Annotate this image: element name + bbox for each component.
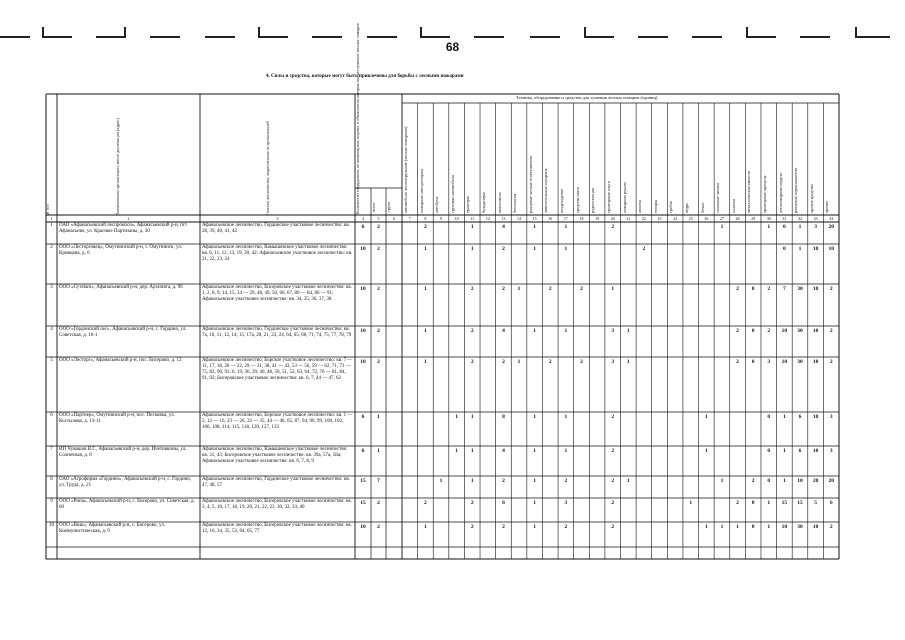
header-equipment-27: прочие средства [808, 184, 814, 213]
column-number: 21 [626, 216, 631, 221]
value-cell: 1 [424, 286, 427, 292]
value-cell: 1 [439, 478, 443, 484]
page-number: 68 [445, 40, 460, 54]
value-cell: 2 [829, 359, 833, 365]
column-number: 1 [50, 216, 53, 221]
value-cell: 6 [361, 224, 365, 230]
value-cell: 6 [502, 500, 505, 506]
value-cell: 3 [767, 359, 771, 365]
row-number: 7 [50, 447, 53, 452]
column-number: 22 [641, 216, 646, 221]
value-cell: 1 [533, 448, 537, 454]
forest-area-cell: Афанасьевское лесничество, Гординское участковое лесничество: кв. 28, 39, 40, 41, 42 [202, 223, 350, 234]
header-equipment-16: лопаты [637, 200, 643, 213]
value-cell: 6 [361, 414, 365, 420]
header-equipment-17: топоры [652, 199, 658, 213]
header-equipment-8: бензопилы [512, 193, 518, 213]
value-cell: 3 [814, 224, 817, 230]
value-cell: 2 [377, 500, 380, 506]
value-cell: 10 [812, 524, 819, 530]
column-number: 34 [829, 216, 834, 221]
row-number: 5 [50, 358, 53, 363]
value-cell: 1 [533, 246, 537, 252]
value-cell: 2 [470, 500, 474, 506]
value-cell: 3 [829, 448, 833, 454]
value-cell: 2 [611, 478, 615, 484]
value-cell: 1 [611, 286, 615, 292]
value-cell: 1 [564, 328, 568, 334]
row-number: 6 [50, 413, 53, 418]
value-cell: 1 [455, 448, 458, 454]
header-equipment-group: Техника, оборудование и средства для тушения лесных пожаров (единиц) [516, 95, 658, 100]
row-number: 10 [49, 523, 54, 528]
value-cell: 1 [533, 500, 537, 506]
value-cell: 1 [533, 524, 537, 530]
header-equipment-14: тракторные плуги [605, 180, 611, 213]
value-cell: 6 [798, 448, 802, 454]
value-cell: 10 [797, 478, 803, 484]
value-cell: 1 [533, 414, 537, 420]
forest-area-cell: Афанасьевское лесничество, Камышевское участковое лесничество: кв. 31, 43; Бисеровское участковое лесничество: кв. 39а, 57а, 58а; Афанасьевское участковое лесничество: кв. 6, 7, 8, 9 [202, 447, 348, 464]
column-number: 16 [548, 216, 553, 221]
value-cell: 1 [517, 286, 521, 292]
value-cell: 2 [611, 224, 615, 230]
value-cell: 10 [781, 359, 788, 365]
value-cell: 1 [798, 224, 802, 230]
value-cell: 0 [783, 224, 786, 230]
column-number: 7 [408, 216, 411, 221]
column-number: 33 [813, 216, 818, 221]
value-cell: 1 [470, 224, 474, 230]
value-cell: 1 [767, 224, 771, 230]
value-cell: 2 [377, 524, 380, 530]
value-cell: 1 [704, 414, 708, 420]
value-cell: 1 [377, 414, 380, 420]
value-cell: 1 [720, 524, 724, 530]
column-number: 8 [424, 216, 427, 221]
value-cell: 15 [781, 500, 788, 506]
header-equipment-7: мотопомпы [496, 192, 502, 213]
column-number: 26 [704, 216, 709, 221]
value-cell: 3 [829, 414, 833, 420]
column-number: 29 [751, 216, 756, 221]
value-cell: 2 [502, 286, 505, 292]
header-equipment-13: радиостанции [590, 187, 596, 213]
value-cell: 10 [360, 246, 366, 252]
header-equipment-19: вёдра [683, 203, 689, 213]
value-cell: 1 [626, 328, 630, 334]
forest-area-cell: Афанасьевское лесничество, Гординское участковое лесничество: кв. 7а, 10, 11, 12, 14, 15, 17а, 20, 21, 23, 24, 64, 65, 66, 71, 74, 75, 77, 78, 79 [202, 327, 352, 338]
value-cell: 1 [767, 524, 771, 530]
header-people-groups: групп [386, 201, 391, 212]
table-caption: 4. Силы и средства, которые могут быть привлечены для борьбы с лесными пожарами [266, 74, 464, 79]
value-cell: 2 [377, 286, 380, 292]
value-cell: 2 [470, 286, 474, 292]
value-cell: 1 [704, 448, 708, 454]
header-equipment-6: бульдозеры [481, 192, 487, 213]
value-cell: 4 [502, 224, 505, 230]
value-cell: 0 [767, 414, 771, 420]
value-cell: 2 [470, 524, 474, 530]
header-equipment-28: прочее [824, 200, 830, 213]
forest-area-cell: Афанасьевское лесничество, Камышевское участковое лесничество: кв. 6, 11, 12, 13, 19, 30, 42; Афанасьевское участковое лесничество: кв. 21, 22, 23, 24 [202, 245, 353, 262]
value-cell: 1 [424, 524, 427, 530]
column-number: 5 [377, 216, 380, 221]
value-cell: 2 [377, 246, 380, 252]
value-cell: 10 [360, 286, 366, 292]
column-number: 27 [719, 216, 724, 221]
value-cell: 10 [812, 328, 819, 334]
value-cell: 1 [720, 478, 724, 484]
forest-area-cell: Афанасьевское лесничество, Борское участковое лесничество: кв. 1 — 5, 12 — 16, 23 — 26, 32 — 35, 44 — 46, 65, 87, 94, 96, 99, 100, 102, 106, 108, 114, 115, 118, 120, 127, 133 [202, 413, 353, 430]
value-cell: 1 [517, 359, 521, 365]
header-row-number: № п/п [45, 204, 50, 216]
value-cell: 1 [470, 414, 474, 420]
value-cell: 2 [580, 359, 583, 365]
value-cell: 10 [360, 524, 366, 530]
value-cell: 1 [533, 224, 537, 230]
value-cell: 30 [797, 524, 803, 530]
column-number: 24 [673, 216, 678, 221]
value-cell: 1 [783, 478, 786, 484]
column-number: 17 [563, 216, 568, 221]
value-cell: 30 [797, 286, 803, 292]
forest-area-cell: Афанасьевское лесничество, Бисеровское участковое лесничество: кв. 1, 2, 8, 9, 14, 15, 24 — 29, 48, 49, 50, 66, 67, 80 — 84, 86 — 91; Афанасьевское участковое лесничество: кв. 34, 35, 36, 37, 38 [202, 285, 352, 302]
value-cell: 0 [751, 328, 755, 334]
value-cell: 1 [377, 448, 380, 454]
header-equipment-2: пожарные автоцистерны [418, 169, 424, 213]
value-cell: 20 [812, 478, 819, 484]
organization-cell: ООО «Виш», Афанасьевский р-н, с. Бисерово, ул. Коммунистическая, д. 9 [59, 523, 165, 534]
column-number: 20 [610, 216, 615, 221]
column-number: 10 [454, 216, 459, 221]
column-number: 6 [393, 216, 395, 221]
header-equipment-15: пожарные рукава [621, 182, 627, 213]
value-cell: 2 [548, 359, 552, 365]
value-cell: 2 [564, 478, 568, 484]
value-cell: 6 [361, 448, 365, 454]
value-cell: 2 [736, 359, 739, 365]
value-cell: 10 [828, 246, 834, 252]
value-cell: 2 [502, 524, 505, 530]
value-cell: 2 [767, 286, 771, 292]
value-cell: 30 [797, 359, 803, 365]
column-number: 18 [579, 216, 584, 221]
value-cell: 1 [470, 478, 474, 484]
value-cell: 2 [611, 500, 615, 506]
value-cell: 2 [502, 359, 505, 365]
value-cell: 2 [736, 286, 739, 292]
value-cell: 5 [814, 500, 817, 506]
value-cell: 1 [564, 246, 568, 252]
value-cell: 1 [470, 448, 474, 454]
organization-cell: ОАО «Агрофирма «Гордино», Афанасьевский р-н, с. Гордино, ул. Труда, д. 21 [59, 477, 192, 488]
value-cell: 2 [767, 328, 771, 334]
value-cell: 10 [812, 414, 819, 420]
header-equipment-22: палатки [730, 198, 736, 213]
value-cell: 0 [767, 448, 771, 454]
value-cell: 1 [704, 524, 708, 530]
value-cell: 2 [502, 478, 505, 484]
value-cell: 2 [548, 286, 552, 292]
row-number: 4 [50, 327, 53, 332]
column-number: 31 [782, 216, 787, 221]
column-number: 9 [440, 216, 442, 221]
row-number: 1 [50, 223, 53, 228]
column-number: 3 [276, 216, 279, 221]
header-equipment-3: автобусы [434, 196, 440, 213]
value-cell: 1 [798, 246, 802, 252]
value-cell: 6 [829, 500, 833, 506]
value-cell: 10 [781, 524, 788, 530]
value-cell: 8 [502, 414, 505, 420]
value-cell: 10 [781, 328, 788, 334]
value-cell: 10 [812, 448, 819, 454]
value-cell: 1 [424, 328, 427, 334]
value-cell: 1 [564, 414, 568, 420]
header-equipment-10: зажигательные аппараты [543, 168, 549, 213]
header-people: Количество сотрудников, не являющихся лицами, в обязанности которых входит тушение лесных пожаров [355, 23, 360, 214]
organization-cell: ООО «Лесторг», Афанасьевский р-н, пос. Бисерово, д. 12 [59, 358, 182, 363]
value-cell: 2 [564, 524, 568, 530]
column-number: 14 [517, 216, 522, 221]
header-forest-area: Участки лесничества, закрепленные за организацией [265, 121, 270, 216]
value-cell: 1 [533, 478, 537, 484]
header-equipment-21: спальные мешки [715, 183, 721, 213]
value-cell: 10 [812, 286, 819, 292]
column-number: 30 [766, 216, 771, 221]
header-equipment-4: грузовые автомобили [449, 174, 455, 213]
column-number: 23 [657, 216, 662, 221]
value-cell: 1 [767, 500, 771, 506]
forest-area-cell: Афанасьевское лесничество, Борское участковое лесничество: кв. 7 — 11, 17, 18, 20 — 22, 29 — 31, 38, 41 — 43, 53 — 56, 59 — 62, 71, 73 — 75, 82, 90, 93, 6, 19, 36, 39, 40, 48, 50, 51, 52, 63, 64, 72, 76 — 81, 84, 91, 92; Бисеровское участковое лесничество: кв. 6, 7, 44 — 47, 62 [202, 358, 353, 381]
header-equipment-5: тракторы [465, 196, 471, 213]
value-cell: 0 [751, 286, 755, 292]
value-cell: 1 [424, 359, 427, 365]
value-cell: 2 [829, 286, 833, 292]
value-cell: 3 [564, 500, 568, 506]
value-cell: 20 [828, 224, 834, 230]
value-cell: 1 [564, 448, 568, 454]
value-cell: 7 [783, 286, 786, 292]
forest-area-cell: Афанасьевское лесничество, Бисеровское участковое лесничество: кв. 12, 16, 34, 35, 53, 64, 65, 77 [202, 523, 352, 534]
value-cell: 10 [360, 359, 366, 365]
value-cell: 1 [783, 448, 786, 454]
header-equipment-9: ранцевые лесные огнетушители [527, 155, 533, 213]
forest-area-cell: Афанасьевское лесничество, Гординское участковое лесничество: кв. 47, 48, 57 [202, 477, 350, 488]
value-cell: 2 [642, 246, 646, 252]
row-number: 9 [50, 499, 53, 504]
value-cell: 2 [377, 328, 380, 334]
organization-cell: ООО «Партнер», Омутнинский р-н, пос. Песковка, ул. Костылева, д. 13-11 [59, 413, 175, 424]
value-cell: 2 [470, 359, 474, 365]
value-cell: 1 [455, 414, 458, 420]
header-equipment-24: тракторные прицепы [761, 175, 767, 213]
value-cell: 1 [470, 246, 474, 252]
value-cell: 3 [611, 328, 615, 334]
header-people-total: всего [371, 202, 376, 212]
value-cell: 0 [783, 246, 786, 252]
column-number: 28 [735, 216, 740, 221]
value-cell: 4 [502, 328, 505, 334]
value-cell: 15 [360, 478, 366, 484]
value-cell: 7 [377, 478, 380, 484]
organization-cell: ОАО «Афанасьевский леспромхоз», Афанасьевский р-н, пгт Афанасьево, ул. Красные Партизаны, д. 30 [59, 223, 188, 234]
value-cell: 1 [689, 500, 693, 506]
value-cell: 2 [611, 524, 615, 530]
value-cell: 2 [829, 328, 833, 334]
value-cell: 10 [812, 246, 819, 252]
value-cell: 2 [736, 328, 739, 334]
value-cell: 15 [797, 500, 803, 506]
column-number: 25 [688, 216, 693, 221]
value-cell: 6 [798, 414, 802, 420]
value-cell: 2 [611, 448, 615, 454]
value-cell: 15 [360, 500, 366, 506]
value-cell: 2 [377, 359, 380, 365]
column-number: 15 [532, 216, 537, 221]
organization-cell: ООО «Рипа», Афанасьевский р-н, с. Бисерово, ул. Советская, д. 60 [59, 499, 195, 510]
value-cell: 0 [751, 524, 755, 530]
value-cell: 1 [533, 328, 537, 334]
value-cell: 2 [424, 500, 427, 506]
value-cell: 10 [360, 328, 366, 334]
column-number: 4 [362, 216, 364, 221]
header-equipment-26: ранцевые опрыскиватели [793, 167, 799, 213]
value-cell: 2 [829, 524, 833, 530]
organization-cell: ООО «Сутеlam», Афанасьевский р-н, дер. Архипята, д. 96 [59, 285, 183, 290]
value-cell: 1 [424, 246, 427, 252]
value-cell: 2 [751, 478, 755, 484]
row-number: 3 [50, 285, 53, 290]
header-equipment-18: грабли [668, 200, 674, 213]
value-cell: 0 [751, 500, 755, 506]
value-cell: 4 [502, 448, 505, 454]
value-cell: 1 [783, 414, 786, 420]
value-cell: 3 [611, 359, 615, 365]
value-cell: 1 [736, 524, 739, 530]
value-cell: 2 [502, 246, 505, 252]
value-cell: 10 [812, 359, 819, 365]
value-cell: 1 [626, 478, 630, 484]
column-number: 32 [797, 216, 802, 221]
header-equipment-23: металлические емкости [746, 170, 752, 213]
header-equipment-12: средства связи [574, 186, 580, 213]
value-cell: 30 [797, 328, 803, 334]
value-cell: 1 [720, 224, 724, 230]
value-cell: 1 [626, 359, 630, 365]
column-number: 12 [485, 216, 490, 221]
value-cell: 2 [580, 286, 583, 292]
organization-cell: ИП Чувашов В.Г., Афанасьевский р-н, дер. Ичетовкины, ул. Солнечная, д. 8 [59, 447, 187, 458]
value-cell: 2 [424, 224, 427, 230]
value-cell: 2 [736, 500, 739, 506]
value-cell: 2 [611, 414, 615, 420]
header-equipment-20: бочки [699, 202, 705, 213]
row-number: 8 [50, 477, 53, 482]
value-cell: 1 [564, 224, 568, 230]
value-cell: 0 [751, 359, 755, 365]
organization-cell: ООО «Гординский лес», Афанасьевский р-н, с. Гордино, ул. Советская, д. 16-1 [59, 327, 187, 338]
column-number: 11 [470, 216, 475, 221]
value-cell: 2 [470, 328, 474, 334]
header-equipment-1: автомобили лесопатрульные (лесные пожарные) [403, 126, 408, 213]
organization-cell: ООО «Лесторговец», Омутнинский р-н, г. Омутнинск, ул. Кривцова, д. 6 [59, 245, 183, 256]
header-equipment-25: лесопожарные модули [777, 172, 783, 213]
value-cell: 0 [767, 478, 771, 484]
column-number: 2 [127, 216, 130, 221]
forest-area-cell: Афанасьевское лесничество, Бисеровское участковое лесничество: кв. 3, 4, 5, 10, 17, 18, 19, 20, 21, 22, 23, 30, 32, 33, 40 [202, 499, 352, 510]
value-cell: 20 [828, 478, 834, 484]
value-cell: 2 [377, 224, 380, 230]
header-organization: Наименование организации, место дислокации (адрес) [115, 118, 120, 216]
row-number: 2 [50, 245, 53, 250]
column-number: 19 [595, 216, 600, 221]
column-number: 13 [501, 216, 506, 221]
header-equipment-11: воздуходувки [559, 188, 565, 213]
